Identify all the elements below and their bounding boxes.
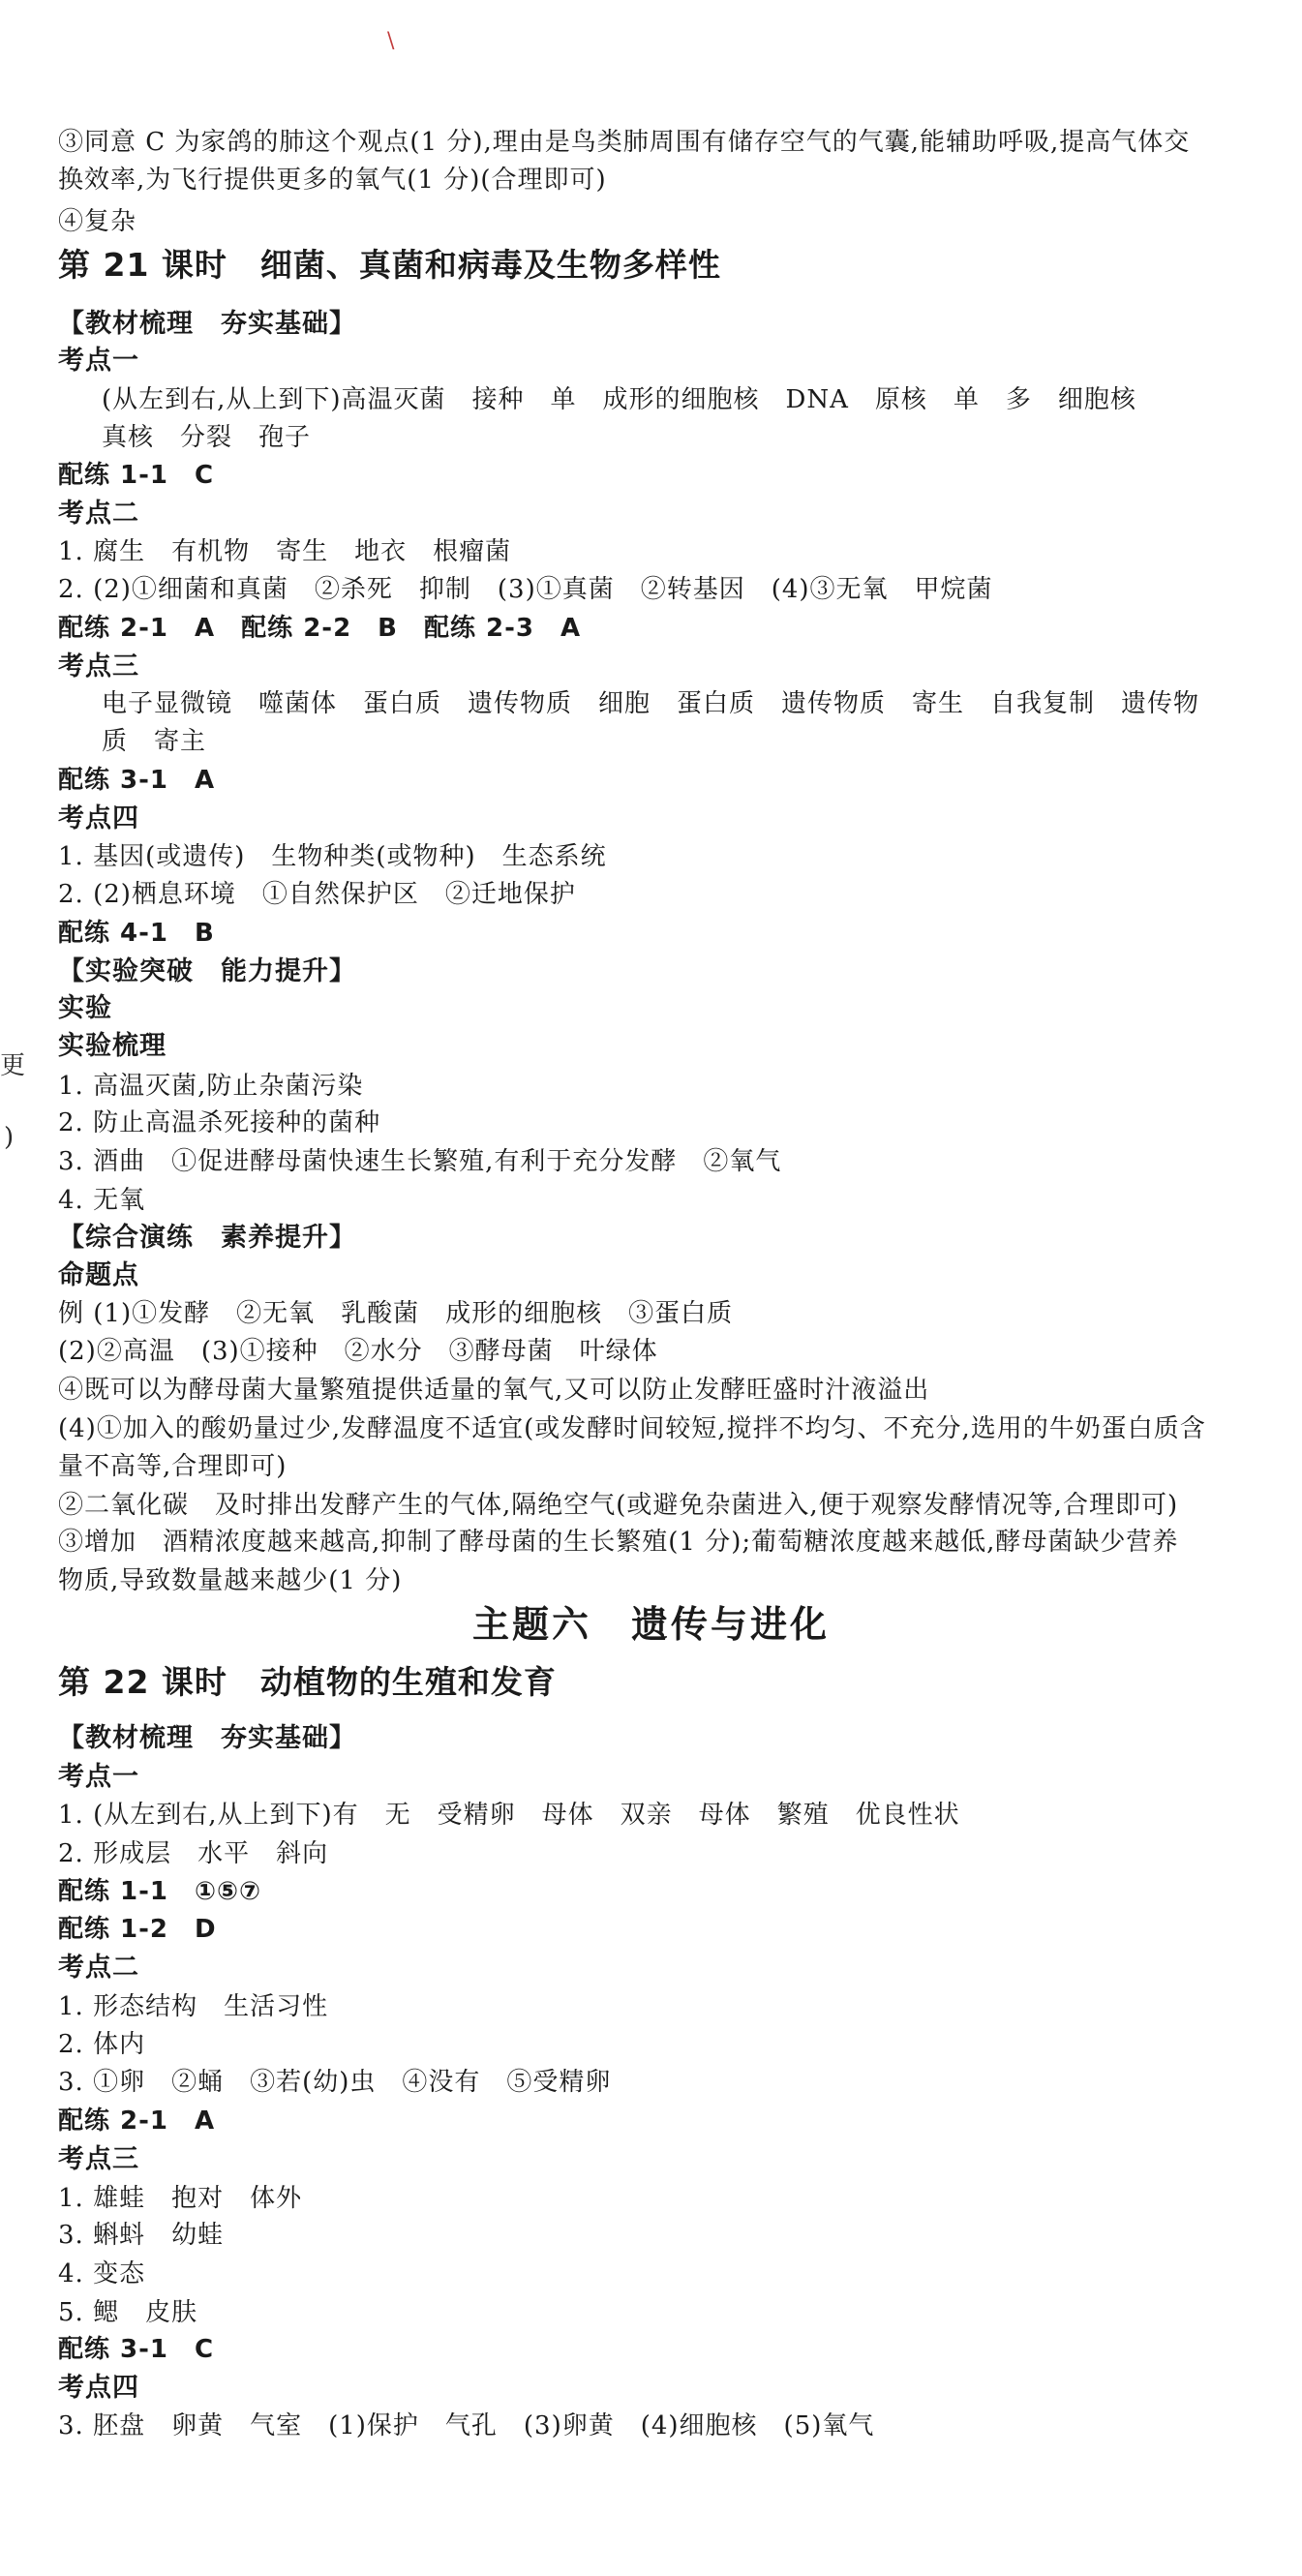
- text-line: (2)②高温 (3)①接种 ②水分 ③酵母菌 叶绿体: [58, 1337, 658, 1366]
- section-heading: 考点二: [58, 1953, 139, 1983]
- section-heading: 考点一: [58, 1762, 139, 1792]
- section-heading: 考点三: [58, 2144, 139, 2174]
- text-line: 3. 蝌蚪 幼蛙: [58, 2221, 225, 2250]
- text-line: 2. 形成层 水平 斜向: [58, 1839, 329, 1868]
- text-line: 4. 变态: [58, 2259, 146, 2288]
- red-pen-mark: \: [387, 29, 395, 53]
- section-heading: 命题点: [58, 1260, 139, 1290]
- text-line: 1. 形态结构 生活习性: [58, 1992, 329, 2021]
- text-line: 2. 体内: [58, 2030, 146, 2059]
- section-heading: 考点四: [58, 803, 139, 833]
- text-line: 质 寄主: [102, 727, 207, 756]
- practice-answer: 配练 3-1 C: [58, 2335, 215, 2364]
- text-line: 物质,导致数量越来越少(1 分): [58, 1566, 403, 1595]
- margin-fragment-1: 更: [0, 1051, 26, 1080]
- text-line: 例 (1)①发酵 ②无氧 乳酸菌 成形的细胞核 ③蛋白质: [58, 1299, 734, 1328]
- text-line: 量不高等,合理即可): [58, 1452, 288, 1481]
- practice-answer: 配练 2-1 A 配练 2-2 B 配练 2-3 A: [58, 614, 582, 643]
- text-line: (4)①加入的酸奶量过少,发酵温度不适宜(或发酵时间较短,搅拌不均匀、不充分,选用的牛奶蛋白质含: [58, 1414, 1206, 1443]
- practice-answer: 配练 3-1 A: [58, 766, 216, 795]
- section-heading: 考点三: [58, 652, 139, 682]
- practice-answer: 配练 4-1 B: [58, 919, 215, 948]
- text-line: 2. 防止高温杀死接种的菌种: [58, 1108, 381, 1137]
- practice-answer: 配练 1-1 ①⑤⑦: [58, 1877, 262, 1906]
- text-line: 1. (从左到右,从上到下)有 无 受精卵 母体 双亲 母体 繁殖 优良性状: [58, 1801, 960, 1830]
- section-heading: 考点二: [58, 499, 139, 529]
- margin-fragment-2: ): [4, 1123, 15, 1152]
- section-heading: 【教材梳理 夯实基础】: [58, 1723, 356, 1753]
- section-heading: 【教材梳理 夯实基础】: [58, 309, 356, 339]
- section-heading: 考点四: [58, 2373, 139, 2403]
- section-heading: 考点一: [58, 346, 139, 376]
- text-line: ④复杂: [58, 207, 137, 236]
- practice-answer: 配练 1-2 D: [58, 1915, 217, 1944]
- section-heading: 实验: [58, 993, 112, 1023]
- practice-answer: 配练 2-1 A: [58, 2106, 216, 2136]
- text-line: 1. 腐生 有机物 寄生 地衣 根瘤菌: [58, 537, 512, 566]
- text-line: 2. (2)①细菌和真菌 ②杀死 抑制 (3)①真菌 ②转基因 (4)③无氧 甲烷菌: [58, 575, 993, 604]
- text-line: 1. 基因(或遗传) 生物种类(或物种) 生态系统: [58, 842, 607, 871]
- text-line: 电子显微镜 噬菌体 蛋白质 遗传物质 细胞 蛋白质 遗传物质 寄生 自我复制 遗传物: [102, 689, 1200, 718]
- text-line: 3. ①卵 ②蛹 ③若(幼)虫 ④没有 ⑤受精卵: [58, 2068, 612, 2097]
- text-line: 2. (2)栖息环境 ①自然保护区 ②迁地保护: [58, 880, 576, 909]
- text-line: (从左到右,从上到下)高温灭菌 接种 单 成形的细胞核 DNA 原核 单 多 细胞核: [102, 385, 1136, 414]
- topic-title: 主题六 遗传与进化: [471, 1603, 830, 1646]
- text-line: ③同意 C 为家鸽的肺这个观点(1 分),理由是鸟类肺周围有储存空气的气囊,能辅助呼吸,提高气体交: [58, 128, 1191, 157]
- text-line: 3. 胚盘 卵黄 气室 (1)保护 气孔 (3)卵黄 (4)细胞核 (5)氧气: [58, 2411, 875, 2440]
- text-line: 真核 分裂 孢子: [102, 423, 312, 452]
- lesson-title: 第 22 课时 动植物的生殖和发育: [58, 1663, 557, 1701]
- text-line: 1. 高温灭菌,防止杂菌污染: [58, 1072, 364, 1101]
- section-heading: 【综合演练 素养提升】: [58, 1223, 356, 1253]
- text-line: 4. 无氧: [58, 1186, 146, 1215]
- text-line: 1. 雄蛙 抱对 体外: [58, 2184, 303, 2213]
- text-line: ③增加 酒精浓度越来越高,抑制了酵母菌的生长繁殖(1 分);葡萄糖浓度越来越低,酵母菌缺少营养: [58, 1528, 1179, 1557]
- section-heading: 【实验突破 能力提升】: [58, 956, 356, 986]
- text-line: ②二氧化碳 及时排出发酵产生的气体,隔绝空气(或避免杂菌进入,便于观察发酵情况等,合理即可): [58, 1491, 1179, 1520]
- text-line: 换效率,为飞行提供更多的氧气(1 分)(合理即可): [58, 166, 607, 195]
- text-line: 5. 鳃 皮肤: [58, 2298, 198, 2327]
- text-line: 3. 酒曲 ①促进酵母菌快速生长繁殖,有利于充分发酵 ②氧气: [58, 1147, 782, 1176]
- section-heading: 实验梳理: [58, 1031, 167, 1061]
- text-line: ④既可以为酵母菌大量繁殖提供适量的氧气,又可以防止发酵旺盛时汁液溢出: [58, 1376, 930, 1405]
- practice-answer: 配练 1-1 C: [58, 461, 215, 490]
- lesson-title: 第 21 课时 细菌、真菌和病毒及生物多样性: [58, 246, 721, 284]
